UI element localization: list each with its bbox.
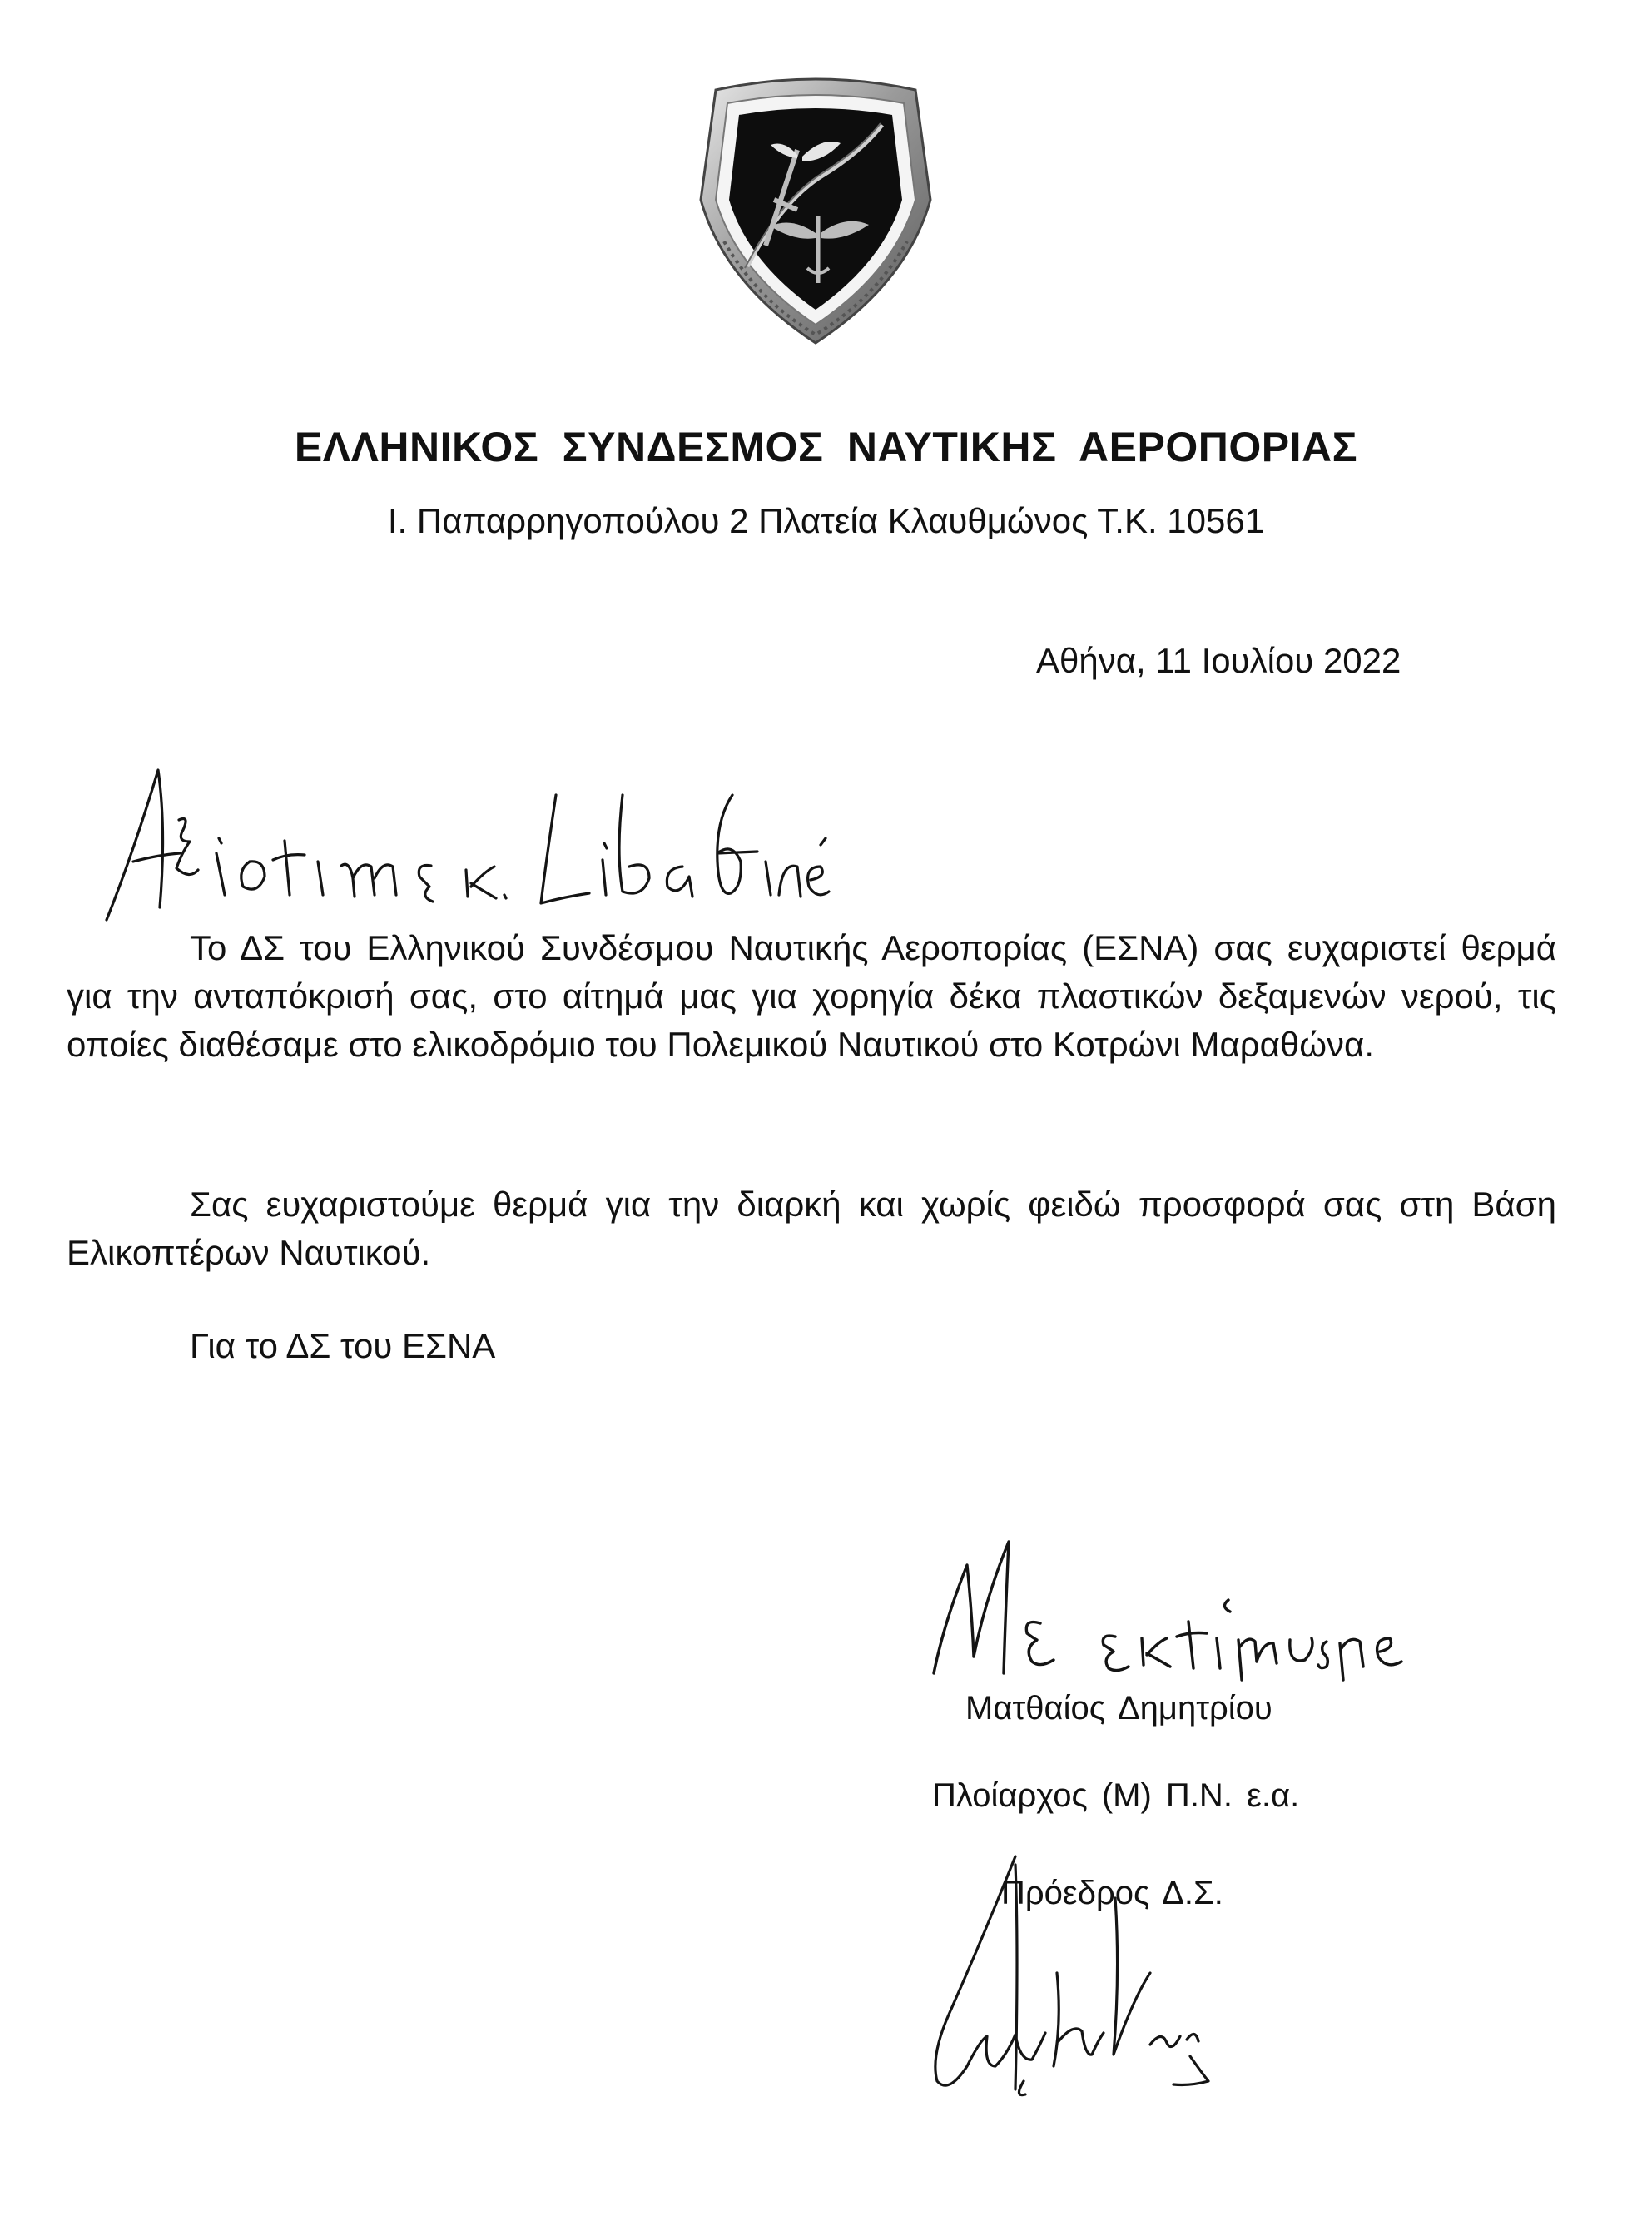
signatory-name: Ματθαίος Δημητρίου xyxy=(965,1690,1272,1727)
closing-line: Για το ΔΣ του ΕΣΝΑ xyxy=(190,1326,496,1365)
organization-name: ΕΛΛΗΝΙΚΟΣ ΣΥΝΔΕΣΜΟΣ ΝΑΥΤΙΚΗΣ ΑΕΡΟΠΟΡΙΑΣ xyxy=(294,424,1358,470)
body-paragraph-1: Το ΔΣ του Ελληνικού Συνδέσμου Ναυτικής Αεροπορίας (ΕΣΝΑ) σας ευχαριστεί θερμά για την ανταπόκρισή σας, στο αίτημά μας για χορηγία δέκα πλαστικών δεξαμενών νερού, τις οποίες διαθέσαμε στο ελικοδρόμιο του Πολεμικού Ναυτικού στο Κοτρώνι Μαραθώνα. xyxy=(67,928,1556,1064)
handwritten-signature xyxy=(915,1848,1265,2131)
naval-aviation-shield-emblem-icon xyxy=(691,75,940,350)
letter-date: Αθήνα, 11 Ιουλίου 2022 xyxy=(1036,641,1401,680)
handwritten-closing xyxy=(924,1532,1406,1682)
handwritten-salutation xyxy=(100,762,832,928)
organization-address: Ι. Παπαρρηγοπούλου 2 Πλατεία Κλαυθμώνος Τ.Κ. 10561 xyxy=(387,501,1265,540)
body-paragraph-2: Σας ευχαριστούμε θερμά για την διαρκή και χωρίς φειδώ προσφορά σας στη Βάση Ελικοπτέρων Ναυτικού. xyxy=(67,1185,1556,1272)
signatory-rank: Πλοίαρχος (Μ) Π.Ν. ε.α. xyxy=(932,1777,1300,1814)
signatory-role: Πρόεδρος Δ.Σ. xyxy=(1001,1875,1223,1911)
